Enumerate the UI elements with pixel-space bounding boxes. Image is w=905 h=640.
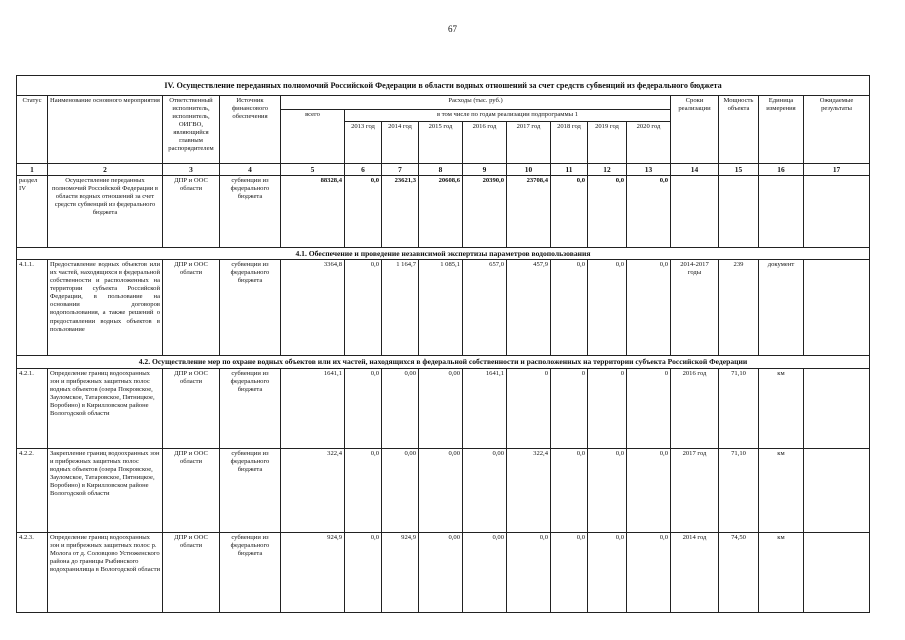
section-title: IV. Осуществление переданных полномочий Российской Федерации в области водных отношений за счет средств субвенций из федерального бюджета (17, 76, 870, 96)
row-value: 0,00 (463, 532, 507, 612)
column-numbers-row (17, 164, 870, 176)
header-year: 2013 год (345, 122, 382, 164)
header-by-years: в том числе по годам реализации подпрограммы 1 (345, 110, 671, 122)
row-value: 924,9 (382, 532, 419, 612)
row-value: 20608,6 (419, 176, 463, 248)
row-unit: км (759, 448, 804, 532)
row-value: 0,0 (345, 176, 382, 248)
row-value: 0,0 (588, 448, 627, 532)
column-number: 8 (419, 164, 463, 176)
row-value: 20390,0 (463, 176, 507, 248)
column-number: 7 (382, 164, 419, 176)
row-value: 0,0 (588, 176, 627, 248)
row-terms: 2014 год (671, 532, 719, 612)
column-number: 6 (345, 164, 382, 176)
row-unit: км (759, 368, 804, 448)
row-status: 4.1.1. (17, 260, 48, 356)
row-executor: ДПР и ООС области (163, 176, 220, 248)
table-row (17, 532, 870, 612)
column-number: 3 (163, 164, 220, 176)
column-number: 14 (671, 164, 719, 176)
header-terms: Сроки реализации (671, 96, 719, 164)
table-row (17, 176, 870, 248)
header-year: 2014 год (382, 122, 419, 164)
header-year: 2015 год (419, 122, 463, 164)
header-name: Наименование основного мероприятия (48, 96, 163, 164)
column-number: 10 (507, 164, 551, 176)
header-expenses: Расходы (тыс. руб.) (281, 96, 671, 110)
column-number: 4 (220, 164, 281, 176)
header-total: всего (281, 110, 345, 164)
row-status: 4.2.1. (17, 368, 48, 448)
column-number: 9 (463, 164, 507, 176)
row-name: Предоставление водных объектов или их частей, находящихся в федеральной собственности и расположенных на территории субъекта Российской Федерации, в пользование на основании договоров водопользования, а также решений о предоставлении водных объектов в пользование (48, 260, 163, 356)
header-executor: Ответственный исполнитель, исполнитель, ОИГВО, являющийся главным распорядителем (163, 96, 220, 164)
row-value: 0,00 (382, 448, 419, 532)
row-value: 0,0 (345, 368, 382, 448)
row-terms: 2017 год (671, 448, 719, 532)
row-source: субвенции из федерального бюджета (220, 532, 281, 612)
column-number: 5 (281, 164, 345, 176)
row-value: 0,00 (419, 448, 463, 532)
row-capacity: 74,50 (719, 532, 759, 612)
row-source: субвенции из федерального бюджета (220, 368, 281, 448)
row-unit: документ (759, 260, 804, 356)
header-unit: Единица измерения (759, 96, 804, 164)
row-value: 0,0 (627, 448, 671, 532)
row-value: 0,0 (627, 176, 671, 248)
row-value: 0,00 (382, 368, 419, 448)
row-value: 0,0 (551, 448, 588, 532)
row-value: 0,0 (345, 260, 382, 356)
row-value: 3364,8 (281, 260, 345, 356)
program-table (16, 75, 870, 613)
row-status: 4.2.3. (17, 532, 48, 612)
row-value: 0,0 (551, 176, 588, 248)
row-value: 1 164,7 (382, 260, 419, 356)
row-capacity: 71,10 (719, 368, 759, 448)
row-value: 322,4 (507, 448, 551, 532)
row-name: Осуществление переданных полномочий Российской Федерации в области водных отношений за счет средств субвенций из федерального бюджета (48, 176, 163, 248)
row-name: Закрепление границ водоохранных зон и прибрежных защитных полос водных объектов (озера Покровское, Зауломское, Татаровское, Пятницкое, Воробино) в Кирилловском районе Вологодской области (48, 448, 163, 532)
row-name: Определение границ водоохранных зон и прибрежных защитных полос водных объектов (озера Покровское, Зауломское, Татаровское, Пятницкое, Воробино) в Кирилловском районе Вологодской области (48, 368, 163, 448)
row-value: 0,0 (588, 532, 627, 612)
page-number: 67 (448, 24, 457, 34)
row-source: субвенции из федерального бюджета (220, 260, 281, 356)
header-status: Статус (17, 96, 48, 164)
row-value: 23708,4 (507, 176, 551, 248)
subsection-title: 4.1. Обеспечение и проведение независимой экспертизы параметров водопользования (17, 248, 870, 260)
row-value: 23621,3 (382, 176, 419, 248)
row-value: 0 (507, 368, 551, 448)
row-value: 88328,4 (281, 176, 345, 248)
row-executor: ДПР и ООС области (163, 368, 220, 448)
column-number: 1 (17, 164, 48, 176)
row-value: 1 085,1 (419, 260, 463, 356)
header-year: 2017 год (507, 122, 551, 164)
row-capacity: 71,10 (719, 448, 759, 532)
row-value: 0,0 (627, 532, 671, 612)
row-unit: км (759, 532, 804, 612)
row-value: 322,4 (281, 448, 345, 532)
row-value: 0,0 (588, 260, 627, 356)
header-source: Источник финансового обеспечения (220, 96, 281, 164)
row-name: Определение границ водоохранных зон и прибрежных защитных полос р. Молога от д. Соловцово Устюженского района до границы Рыбинского водохранилища в Вологодской области (48, 532, 163, 612)
row-value: 457,9 (507, 260, 551, 356)
row-value: 0 (588, 368, 627, 448)
row-value: 0,0 (507, 532, 551, 612)
table-row (17, 368, 870, 448)
row-value: 657,0 (463, 260, 507, 356)
column-number: 2 (48, 164, 163, 176)
row-status: раздел IV (17, 176, 48, 248)
row-source: субвенции из федерального бюджета (220, 176, 281, 248)
row-value: 0,0 (345, 448, 382, 532)
table-row (17, 260, 870, 356)
column-number: 15 (719, 164, 759, 176)
row-value: 1641,1 (281, 368, 345, 448)
row-value: 1641,1 (463, 368, 507, 448)
header-year: 2020 год (627, 122, 671, 164)
column-number: 13 (627, 164, 671, 176)
row-status: 4.2.2. (17, 448, 48, 532)
header-results: Ожидаемые результаты (804, 96, 870, 164)
header-year: 2018 год (551, 122, 588, 164)
column-number: 16 (759, 164, 804, 176)
row-value: 0,00 (419, 368, 463, 448)
row-value: 0,0 (551, 260, 588, 356)
row-value: 0,00 (463, 448, 507, 532)
row-value: 0,0 (345, 532, 382, 612)
row-capacity: 239 (719, 260, 759, 356)
header-capacity: Мощность объекта (719, 96, 759, 164)
row-value: 0,00 (419, 532, 463, 612)
header-year: 2019 год (588, 122, 627, 164)
header-year: 2016 год (463, 122, 507, 164)
row-terms: 2014-2017 годы (671, 260, 719, 356)
row-executor: ДПР и ООС области (163, 448, 220, 532)
row-value: 0 (627, 368, 671, 448)
subsection-title: 4.2. Осуществление мер по охране водных объектов или их частей, находящихся в федеральной собственности и расположенных на территории субъекта Российской Федерации (17, 356, 870, 368)
row-executor: ДПР и ООС области (163, 260, 220, 356)
row-terms: 2016 год (671, 368, 719, 448)
row-executor: ДПР и ООС области (163, 532, 220, 612)
row-value: 924,9 (281, 532, 345, 612)
column-number: 11 (551, 164, 588, 176)
column-number: 12 (588, 164, 627, 176)
row-value: 0,0 (627, 260, 671, 356)
row-source: субвенции из федерального бюджета (220, 448, 281, 532)
row-value: 0,0 (551, 532, 588, 612)
row-value: 0 (551, 368, 588, 448)
table-row (17, 448, 870, 532)
column-number: 17 (804, 164, 870, 176)
